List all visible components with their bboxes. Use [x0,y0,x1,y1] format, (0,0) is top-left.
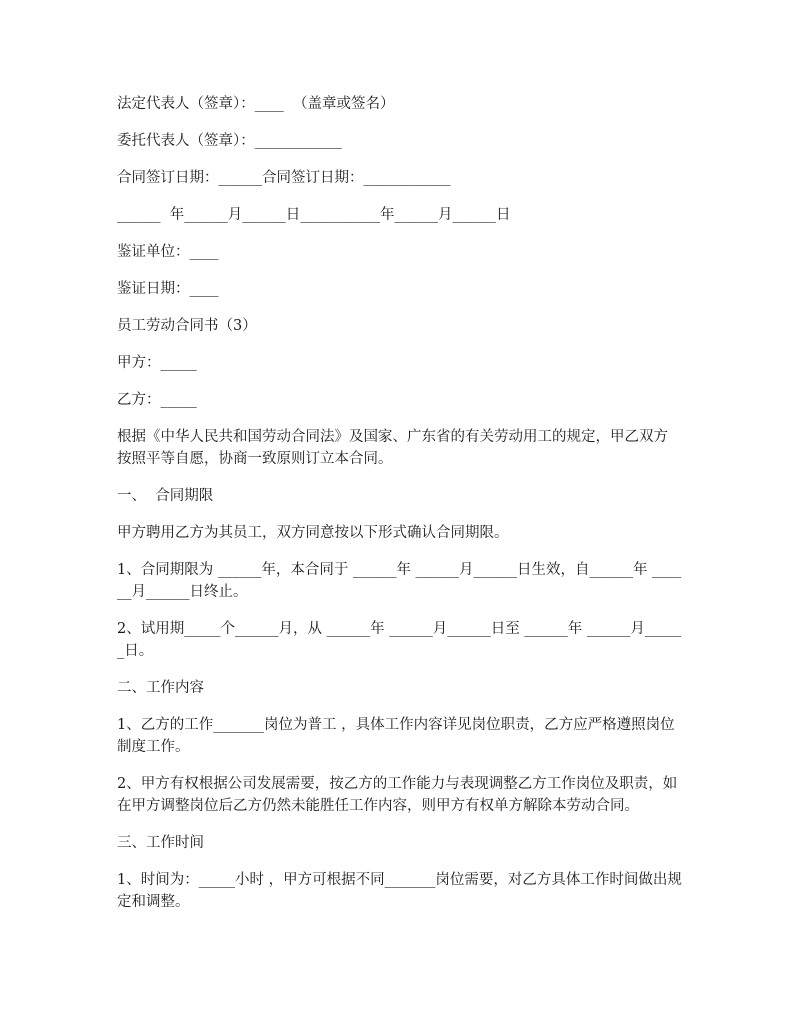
document-body [117,93,682,928]
preamble-paragraph: 根据《中华人民共和国劳动合同法》及国家、广东省的有关劳动用工的规定，甲乙双方按照平等自愿，协商一致原则订立本合同。 [117,429,668,467]
section-3-heading: 三、工作时间 [117,835,204,851]
legal-representative-line: 法定代表人（签章）：____ （盖章或签名） [117,96,395,112]
certification-date-line: 鉴证日期：____ [117,281,219,297]
contract-signing-date-line: 合同签订日期：______合同签订日期：____________ [117,170,451,186]
certification-unit-line: 鉴证单位：____ [117,244,219,260]
authorized-representative-line: 委托代表人（签章）：____________ [117,133,342,149]
clause-1-1: 1、合同期限为 ______年，本合同于 ______年 ______月______日生效，自______年 ______月______日终止。 [117,562,682,600]
section-1-heading: 一、 合同期限 [117,488,214,504]
section-2-heading: 二、工作内容 [117,680,204,696]
clause-2-2: 2、甲方有权根据公司发展需要，按乙方的工作能力与表现调整乙方工作岗位及职责，如在甲方调整岗位后乙方仍然未能胜任工作内容，则甲方有权单方解除本劳动合同。 [117,776,678,814]
contract-title: 员工劳动合同书（3） [117,318,257,334]
clause-3-1: 1、时间为：_____小时 ，甲方可根据不同_______岗位需要，对乙方具体工作时间做出规定和调整。 [117,872,682,910]
section-1-intro: 甲方聘用乙方为其员工，双方同意按以下形式确认合同期限。 [117,525,509,541]
clause-2-1: 1、乙方的工作_______岗位为普工 ，具体工作内容详见岗位职责，乙方应严格遵照岗位制度工作。 [117,717,675,755]
date-fill-line: ______ 年______月______日___________年______月______日 [117,207,511,223]
clause-1-2: 2、试用期_____个______月，从 ______年 ______月______日至 ______年 ______月______日。 [117,621,682,659]
party-a-line: 甲方：_____ [117,355,197,371]
party-b-line: 乙方：_____ [117,392,197,408]
